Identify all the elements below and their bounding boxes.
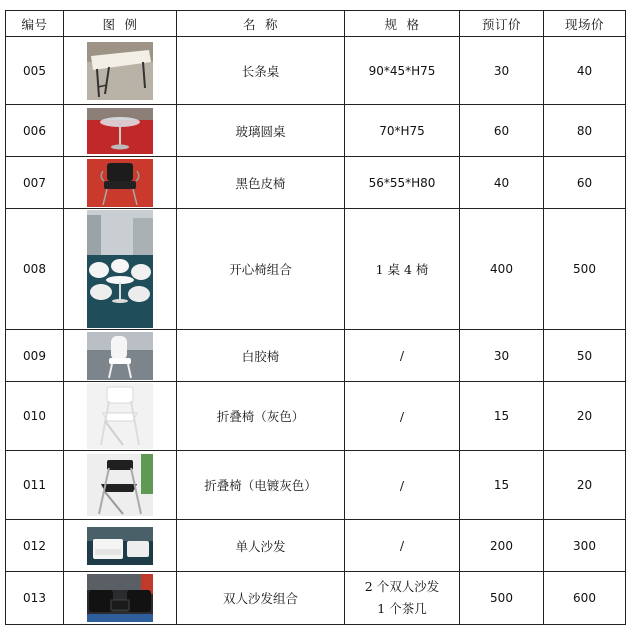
row-onsite-price: 60 xyxy=(544,157,626,209)
row-spec: / xyxy=(345,330,460,382)
table-row xyxy=(6,37,626,105)
row-spec: 90*45*H75 xyxy=(345,37,460,105)
row-spec: 56*55*H80 xyxy=(345,157,460,209)
double-sofa-set-photo xyxy=(87,574,153,622)
row-spec: 70*H75 xyxy=(345,105,460,157)
row-name: 玻璃圆桌 xyxy=(177,105,345,157)
row-onsite-price: 300 xyxy=(544,520,626,572)
white-plastic-chair-photo xyxy=(87,332,153,380)
table-row xyxy=(6,451,626,520)
row-id: 006 xyxy=(6,105,64,157)
row-id: 011 xyxy=(6,451,64,520)
row-onsite-price: 80 xyxy=(544,105,626,157)
row-preorder-price: 40 xyxy=(460,157,544,209)
table-row xyxy=(6,520,626,572)
table-row xyxy=(6,330,626,382)
happy-chair-set-photo xyxy=(87,210,153,328)
row-id: 012 xyxy=(6,520,64,572)
row-name: 长条桌 xyxy=(177,37,345,105)
header-row xyxy=(6,11,626,37)
row-onsite-price: 40 xyxy=(544,37,626,105)
table-row xyxy=(6,572,626,625)
long-table-photo xyxy=(87,42,153,100)
row-onsite-price: 600 xyxy=(544,572,626,625)
row-name: 开心椅组合 xyxy=(177,209,345,330)
plated-folding-chair-photo xyxy=(87,454,153,516)
row-preorder-price: 15 xyxy=(460,451,544,520)
row-preorder-price: 30 xyxy=(460,330,544,382)
table-row xyxy=(6,157,626,209)
row-preorder-price: 15 xyxy=(460,382,544,451)
row-spec xyxy=(345,572,460,625)
row-preorder-price: 400 xyxy=(460,209,544,330)
black-leather-chair-photo xyxy=(87,159,153,207)
row-name: 单人沙发 xyxy=(177,520,345,572)
row-name: 双人沙发组合 xyxy=(177,572,345,625)
row-onsite-price: 500 xyxy=(544,209,626,330)
single-sofa-photo xyxy=(87,527,153,565)
table-row xyxy=(6,382,626,451)
row-name: 折叠椅（电镀灰色） xyxy=(177,451,345,520)
row-spec-line-1: 2 个双人沙发 xyxy=(364,579,440,594)
row-preorder-price: 60 xyxy=(460,105,544,157)
row-id: 013 xyxy=(6,572,64,625)
row-spec: 1 桌 4 椅 xyxy=(345,209,460,330)
row-preorder-price: 500 xyxy=(460,572,544,625)
row-name: 白胶椅 xyxy=(177,330,345,382)
glass-round-table-photo xyxy=(87,108,153,154)
header-name: 名 称 xyxy=(177,11,345,37)
header-id: 编号 xyxy=(6,11,64,37)
row-id: 009 xyxy=(6,330,64,382)
row-name: 折叠椅（灰色） xyxy=(177,382,345,451)
row-spec: / xyxy=(345,382,460,451)
row-id: 005 xyxy=(6,37,64,105)
row-id: 008 xyxy=(6,209,64,330)
row-spec: / xyxy=(345,451,460,520)
row-name: 黑色皮椅 xyxy=(177,157,345,209)
header-preorder-price: 预订价 xyxy=(460,11,544,37)
row-onsite-price: 20 xyxy=(544,382,626,451)
row-onsite-price: 20 xyxy=(544,451,626,520)
row-preorder-price: 200 xyxy=(460,520,544,572)
table-row xyxy=(6,105,626,157)
gray-folding-chair-photo xyxy=(87,383,153,449)
row-id: 007 xyxy=(6,157,64,209)
row-spec: / xyxy=(345,520,460,572)
header-onsite-price: 现场价 xyxy=(544,11,626,37)
header-spec: 规 格 xyxy=(345,11,460,37)
row-id: 010 xyxy=(6,382,64,451)
row-spec-line-2: 1 个茶几 xyxy=(377,601,427,616)
furniture-price-table xyxy=(5,10,626,625)
row-onsite-price: 50 xyxy=(544,330,626,382)
header-image: 图 例 xyxy=(64,11,177,37)
table-row xyxy=(6,209,626,330)
row-preorder-price: 30 xyxy=(460,37,544,105)
